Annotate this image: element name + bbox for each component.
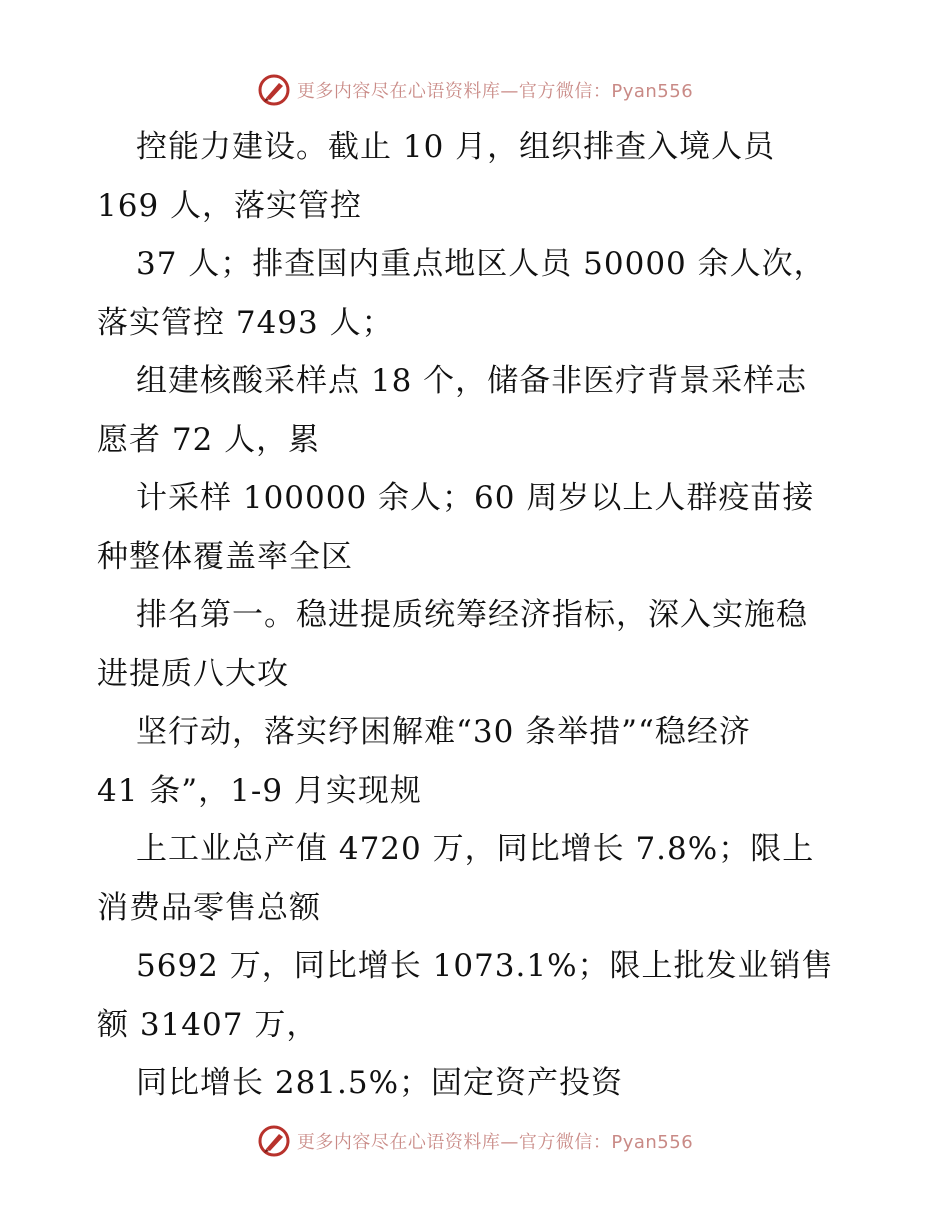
- text-line: 愿者 72 人，累: [97, 421, 321, 458]
- text-line: 种整体覆盖率全区: [97, 538, 353, 575]
- document-body: [97, 118, 867, 1113]
- text-line: 进提质八大攻: [97, 655, 289, 692]
- text-line: 169 人，落实管控: [97, 187, 363, 224]
- watermark-text: 更多内容尽在心语资料库—官方微信：Pyan556: [296, 1132, 694, 1153]
- text-line: 同比增长 281.5%；固定资产投资: [136, 1065, 624, 1101]
- text-line: 坚行动，落实纾困解难“30 条举措”“稳经济: [136, 714, 751, 750]
- footer-watermark: [0, 1123, 950, 1159]
- text-line: 控能力建设。截止 10 月，组织排查入境人员: [136, 129, 776, 165]
- pen-seal-logo-icon: [257, 1124, 291, 1158]
- text-line: 37 人；排查国内重点地区人员 50000 余人次，: [136, 246, 826, 282]
- text-line: 41 条”，1-9 月实现规: [97, 772, 422, 809]
- text-line: 5692 万，同比增长 1073.1%；限上批发业销售: [136, 948, 834, 984]
- header-watermark: [0, 72, 950, 108]
- text-line: 上工业总产值 4720 万，同比增长 7.8%；限上: [136, 831, 815, 867]
- text-line: 额 31407 万，: [97, 1006, 319, 1043]
- text-line: 组建核酸采样点 18 个，储备非医疗背景采样志: [136, 363, 808, 399]
- text-line: 消费品零售总额: [97, 889, 321, 926]
- text-line: 计采样 100000 余人；60 周岁以上人群疫苗接: [136, 480, 815, 516]
- watermark-text: 更多内容尽在心语资料库—官方微信：Pyan556: [296, 81, 694, 102]
- text-line: 落实管控 7493 人；: [97, 304, 394, 341]
- pen-seal-logo-icon: [257, 73, 291, 107]
- text-line: 排名第一。稳进提质统筹经济指标，深入实施稳: [136, 597, 808, 633]
